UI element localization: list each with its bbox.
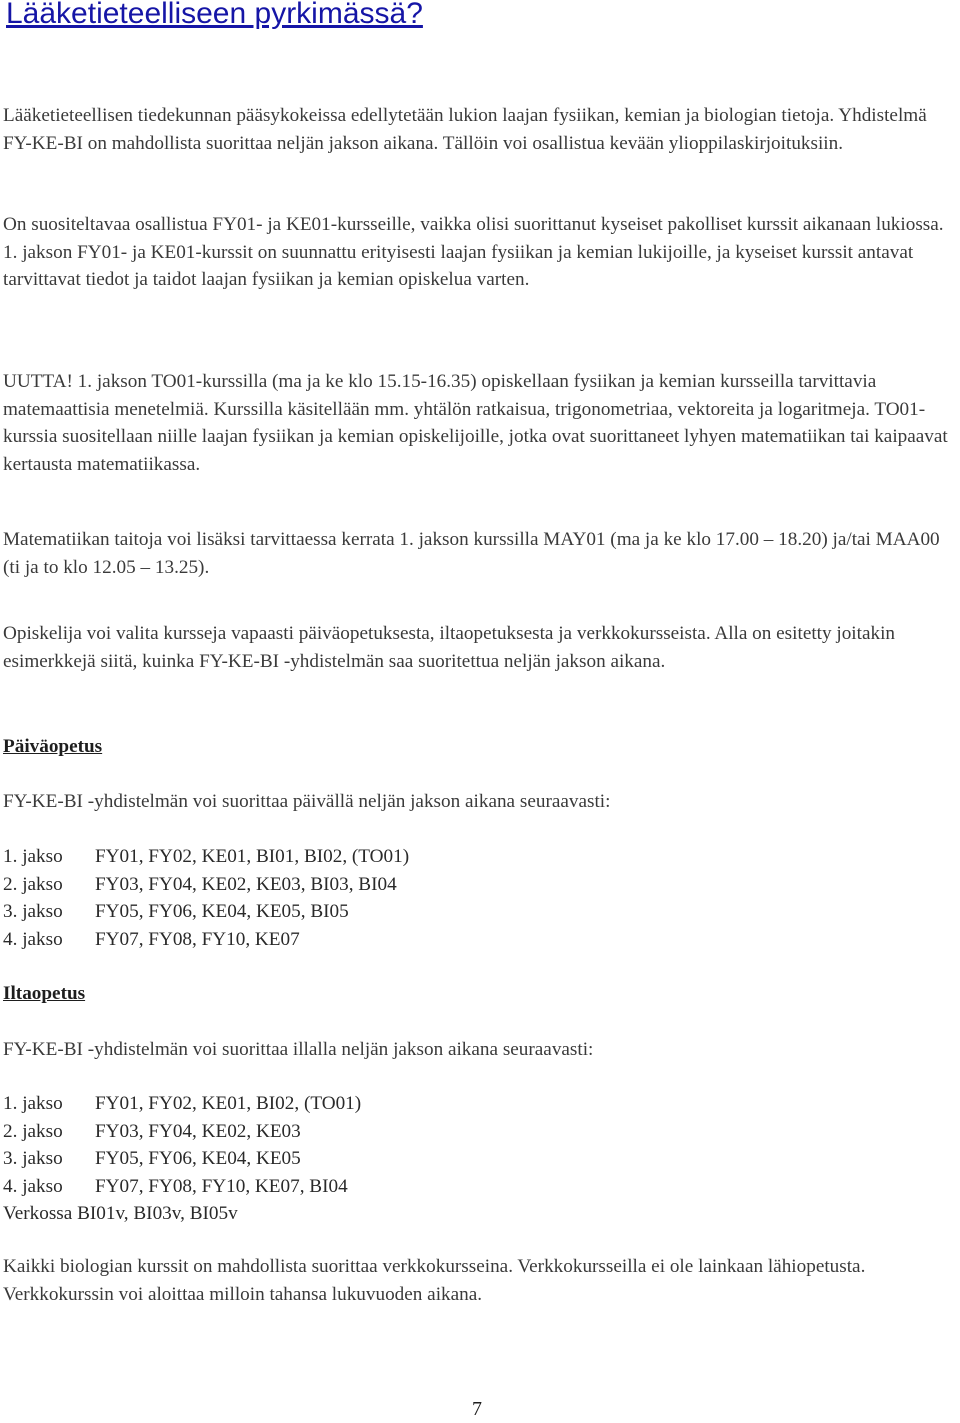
period-courses: FY01, FY02, KE01, BI02, (TO01) (95, 1093, 362, 1114)
period-label: 2. jakso (3, 1120, 63, 1142)
period-courses: FY07, FY08, FY10, KE07 (95, 928, 300, 950)
page-title: Lääketieteelliseen pyrkimässä? (6, 0, 423, 30)
paivaopetus-intro: FY-KE-BI -yhdistelmän voi suorittaa päivällä neljän jakson aikana seuraavasti: (3, 791, 611, 812)
list-item (3, 898, 409, 926)
list-item (3, 1090, 361, 1118)
recommendation-paragraph: On suositeltavaa osallistua FY01- ja KE01-kursseille, vaikka olisi suorittanut kyseiset pakolliset kurssit aikanaan lukiossa. 1. jakson FY01- ja KE01-kurssit on suunnattu erityisesti laajan fysiikan ja kemian lukijoille, ja kyseiset kurssit antavat tarvittavat tiedot ja taidot laajan fysiikan ja kemian opiskelua varten. (3, 214, 944, 290)
options-paragraph: Opiskelija voi valita kursseja vapaasti päiväopetuksesta, iltaopetuksesta ja verkkokursseista. Alla on esitetty joitakin esimerkkejä siitä, kuinka FY-KE-BI -yhdistelmän saa suoritettua neljän jakson aikana. (3, 623, 896, 672)
period-label: 2. jakso (3, 873, 63, 895)
period-label: 1. jakso (3, 1093, 63, 1114)
iltaopetus-intro: FY-KE-BI -yhdistelmän voi suorittaa illalla neljän jakson aikana seuraavasti: (3, 1039, 594, 1060)
period-label: 3. jakso (3, 1148, 63, 1169)
iltaopetus-list (3, 1090, 361, 1228)
list-item (3, 1145, 361, 1173)
list-item (3, 871, 409, 899)
section-heading-paivaopetus: Päiväopetus (3, 736, 103, 757)
list-item (3, 843, 409, 871)
period-courses: FY07, FY08, FY10, KE07, BI04 (95, 1175, 348, 1197)
period-courses: FY01, FY02, KE01, BI01, BI02, (TO01) (95, 846, 410, 867)
online-courses: Verkossa BI01v, BI03v, BI05v (3, 1203, 238, 1224)
period-label: 3. jakso (3, 901, 63, 922)
period-courses: FY05, FY06, KE04, KE05 (95, 1148, 301, 1169)
period-label: 4. jakso (3, 1175, 63, 1197)
paivaopetus-list (3, 843, 409, 953)
section-heading-iltaopetus: Iltaopetus (3, 983, 86, 1004)
page-number: 7 (472, 1398, 482, 1420)
period-label: 4. jakso (3, 928, 63, 950)
period-courses: FY05, FY06, KE04, KE05, BI05 (95, 901, 349, 922)
intro-paragraph: Lääketieteellisen tiedekunnan pääsykokeissa edellytetään lukion laajan fysiikan, kemian ja biologian tietoja. Yhdistelmä FY-KE-BI on mahdollista suorittaa neljän jakson aikana. Tällöin voi osallistua kevään ylioppilaskirjoituksiin. (3, 105, 927, 154)
period-courses: FY03, FY04, KE02, KE03 (95, 1120, 301, 1142)
list-item (3, 1173, 361, 1201)
new-course-paragraph: UUTTA! 1. jakson TO01-kurssilla (ma ja ke klo 15.15-16.35) opiskellaan fysiikan ja kemian kursseilla tarvittavia matemaattisia menetelmiä. Kurssilla käsitellään mm. yhtälön ratkaisua, trigonometriaa, vektoreita ja logaritmeja. TO01-kurssia suositellaan niille laajan fysiikan ja kemian opiskelijoille, jotka ovat suorittaneet lyhyen matematiikan tai kaipaavat kertausta matematiikassa. (3, 371, 948, 475)
period-label: 1. jakso (3, 846, 63, 867)
period-courses: FY03, FY04, KE02, KE03, BI03, BI04 (95, 873, 397, 895)
list-item (3, 1118, 361, 1146)
closing-paragraph: Kaikki biologian kurssit on mahdollista suorittaa verkkokursseina. Verkkokursseilla ei ole lainkaan lähiopetusta. Verkkokurssin voi aloittaa milloin tahansa lukuvuoden aikana. (3, 1256, 866, 1305)
math-paragraph: Matematiikan taitoja voi lisäksi tarvittaessa kerrata 1. jakson kurssilla MAY01 (ma ja ke klo 17.00 – 18.20) ja/tai MAA00 (ti ja to klo 12.05 – 13.25). (3, 529, 940, 578)
list-item (3, 926, 409, 954)
